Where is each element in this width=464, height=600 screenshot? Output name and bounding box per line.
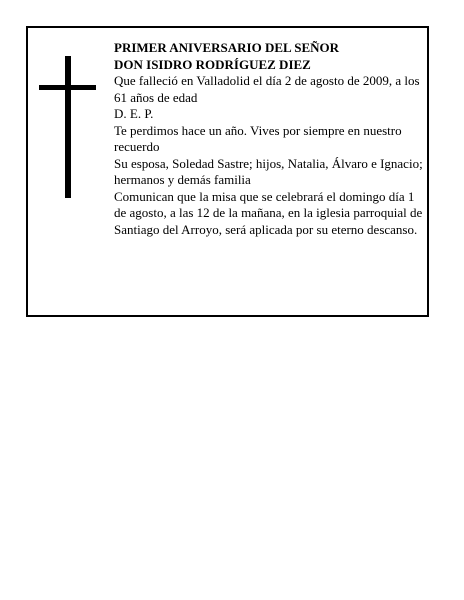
notice-heading-line-2: DON ISIDRO RODRÍGUEZ DIEZ [114, 56, 311, 72]
death-info: Que falleció en Valladolid el día 2 de agosto de 2009, a los 61 años de edad [114, 73, 420, 105]
rip-text: D. E. P. [114, 106, 154, 121]
cross-icon-vertical-bar [65, 56, 71, 198]
mass-announcement: Comunican que la misa que se celebrará el domingo día 1 de agosto, a las 12 de la mañana, en la iglesia parroquial de Santiago del Arroyo, será aplicada por su eterno descanso. [114, 188, 423, 237]
memorial-message: Te perdimos hace un año. Vives por siempre en nuestro recuerdo [114, 122, 402, 154]
notice-heading-line-1: PRIMER ANIVERSARIO DEL SEÑOR [114, 40, 340, 55]
obituary-notice [26, 26, 429, 317]
cross-icon-horizontal-bar [39, 85, 96, 90]
notice-text [114, 40, 423, 238]
family-list: Su esposa, Soledad Sastre; hijos, Natalia, Álvaro e Ignacio; hermanos y demás familia [114, 155, 423, 187]
